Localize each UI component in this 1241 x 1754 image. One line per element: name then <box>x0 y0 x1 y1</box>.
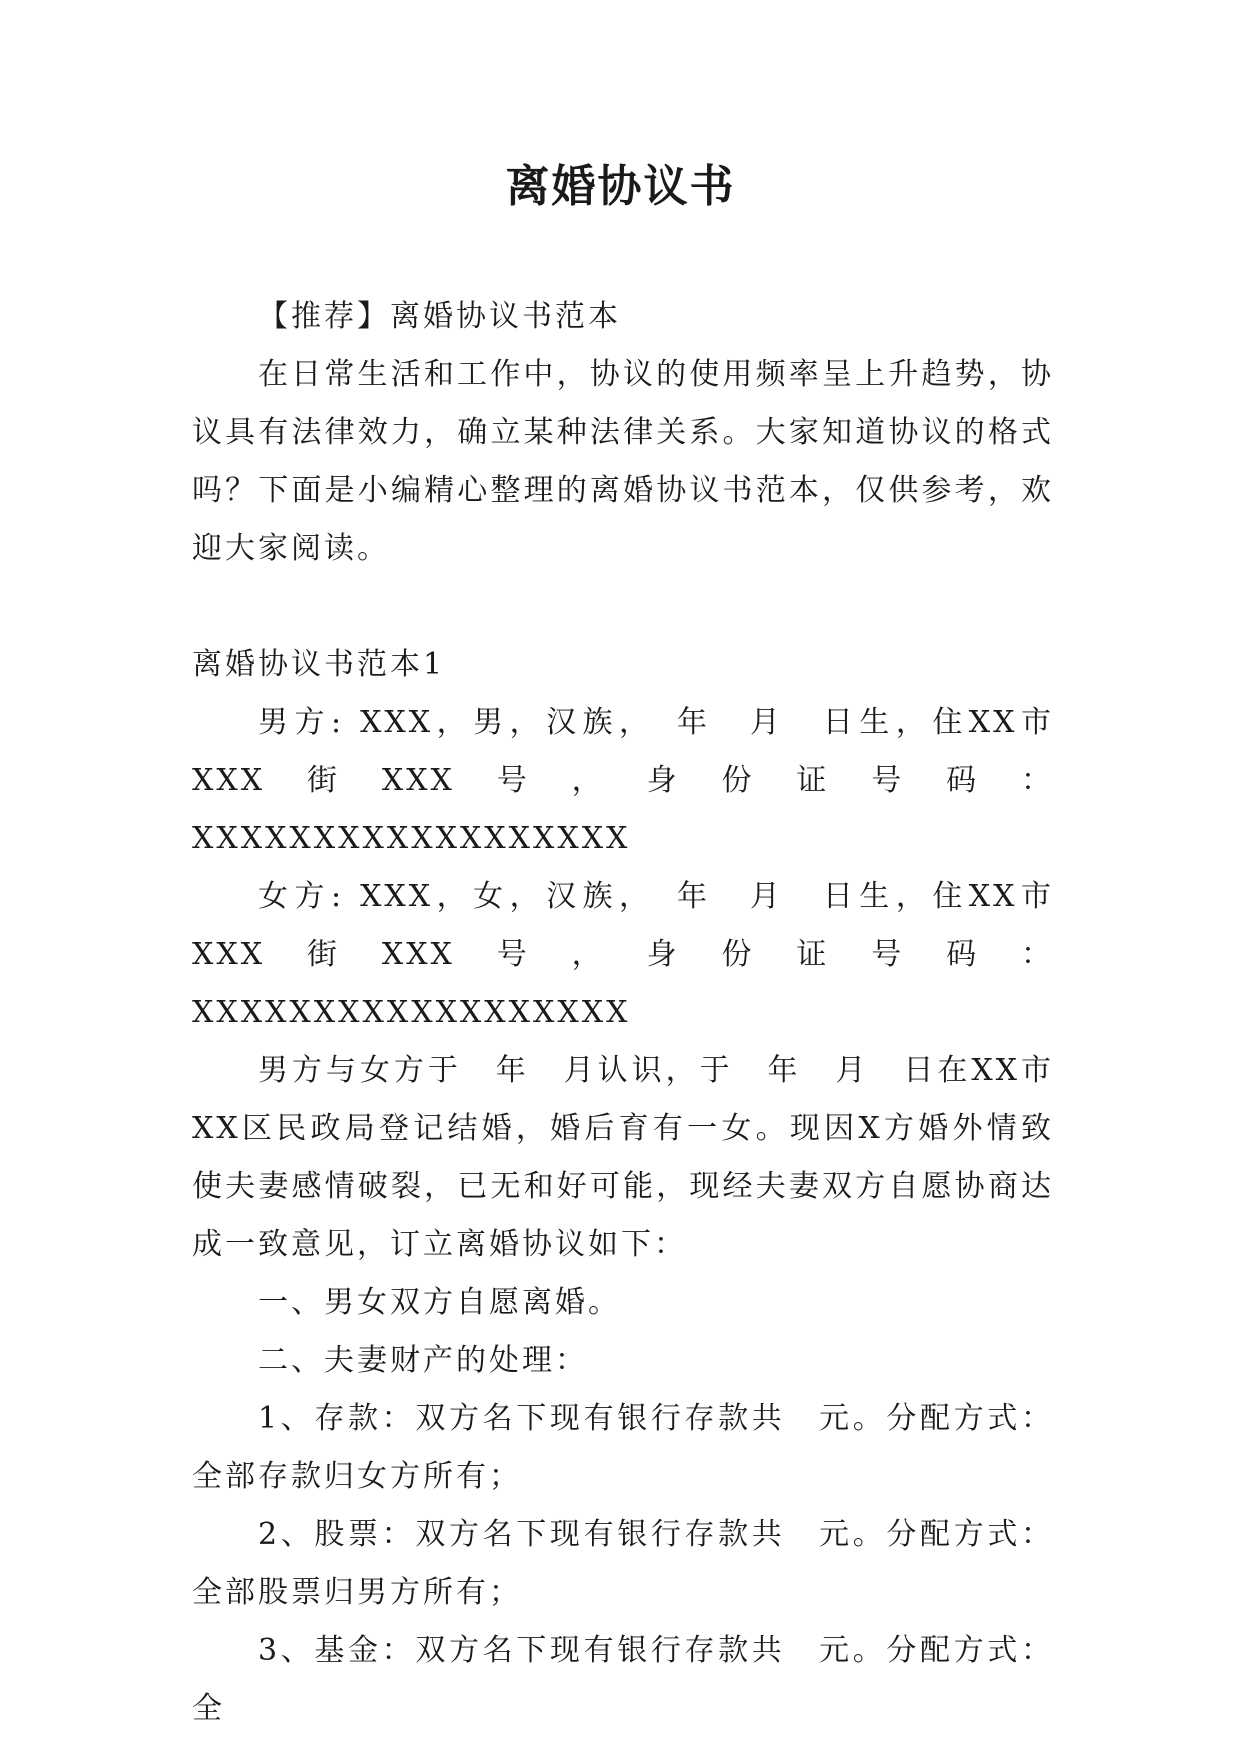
section-heading: 离婚协议书范本1 <box>192 647 446 682</box>
clause-stocks: 2、股票：双方名下现有银行存款共 元。分配方式：全部股票归男方所有； <box>192 1517 1054 1610</box>
female-party-paragraph: 女方: XXX，女，汉族， 年 月 日生，住XX市XXX街XXX号，身份证号码：XXXXXXXXXXXXXXXXXX <box>192 879 1054 1030</box>
clause-voluntary-divorce: 一、男女双方自愿离婚。 <box>258 1285 621 1320</box>
clause-funds: 3、基金：双方名下现有银行存款共 元。分配方式：全 <box>192 1633 1054 1726</box>
clause-property-handling: 二、夫妻财产的处理： <box>258 1343 588 1378</box>
paragraph-gap <box>192 578 1054 636</box>
male-party-paragraph: 男方: XXX，男，汉族， 年 月 日生，住XX市XXX街XXX号，身份证号码：XXXXXXXXXXXXXXXXXX <box>192 705 1054 856</box>
marriage-background-paragraph: 男方与女方于 年 月认识，于 年 月 日在XX市XX区民政局登记结婚，婚后育有一女。现因X方婚外情致使夫妻感情破裂，已无和好可能，现经夫妻双方自愿协商达成一致意见，订立离婚协议如下： <box>192 1053 1054 1262</box>
intro-paragraph: 在日常生活和工作中，协议的使用频率呈上升趋势，协议具有法律效力，确立某种法律关系。大家知道协议的格式吗？下面是小编精心整理的离婚协议书范本，仅供参考，欢迎大家阅读。 <box>192 357 1054 566</box>
subtitle-line: 【推荐】离婚协议书范本 <box>258 299 621 334</box>
document-body <box>192 288 1054 1738</box>
document-title: 离婚协议书 <box>505 161 736 212</box>
clause-deposits: 1、存款：双方名下现有银行存款共 元。分配方式：全部存款归女方所有； <box>192 1401 1054 1494</box>
